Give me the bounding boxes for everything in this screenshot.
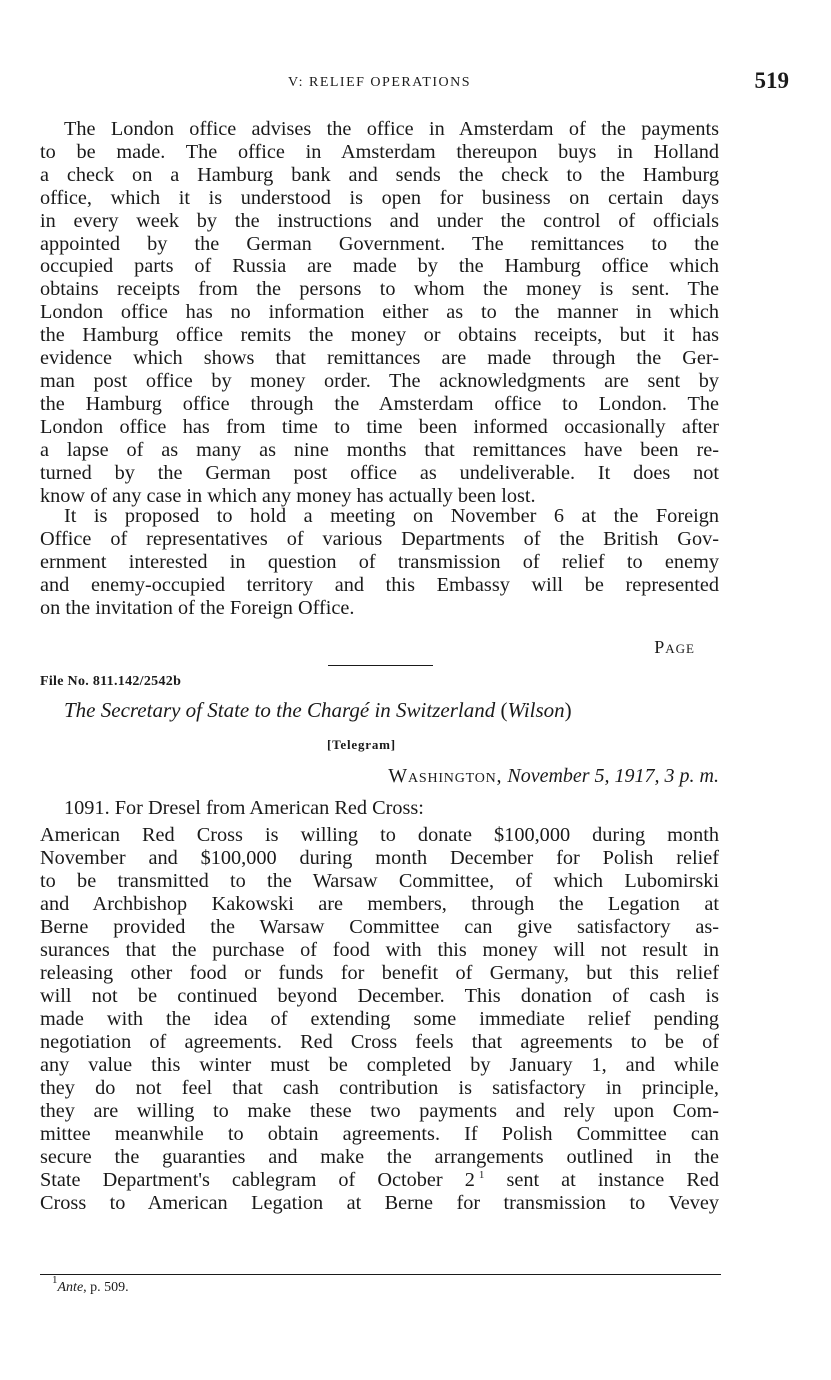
file-number: File No. 811.142/2542b: [40, 674, 182, 689]
document-title: [64, 698, 572, 723]
paragraph-red-cross-donation: [40, 824, 719, 1215]
dateline-place: Washington,: [388, 765, 503, 787]
text-line: turned by the German post office as undeliverable. It does not: [40, 461, 719, 484]
text-line: the Hamburg office through the Amsterdam office to London. The: [40, 392, 719, 415]
footnote-marker: 1: [52, 1274, 58, 1286]
text-line: Cross to American Legation at Berne for transmission to Vevey: [40, 1192, 719, 1214]
title-main: The Secretary of State to the Chargé in Switzerland: [64, 698, 496, 722]
text-line: surances that the purchase of food with this money will not result in: [40, 939, 719, 961]
text-line: appointed by the German Government. The remittances to the: [40, 232, 719, 255]
text-line: evidence which shows that remittances are made through the Ger-: [40, 347, 719, 370]
text-line: a lapse of as many as nine months that remittances have been re-: [40, 438, 719, 461]
text-line: a check on a Hamburg bank and sends the check to the Hamburg: [40, 163, 719, 186]
paragraph-meeting-proposal: [40, 505, 719, 620]
text-line: It is proposed to hold a meeting on November 6 at the Foreign: [64, 505, 719, 527]
text-line: London office has no information either as to the manner in which: [40, 301, 719, 324]
signature-page: Page: [654, 637, 695, 657]
footnote-page-ref: , p. 509.: [83, 1280, 129, 1295]
text-line: know of any case in which any money has actually been lost.: [40, 484, 536, 507]
text-line: will not be continued beyond December. This donation of cash is: [40, 985, 719, 1007]
section-separator: [328, 665, 433, 666]
text-segment: sent at instance Red: [506, 1169, 719, 1191]
text-line: man post office by money order. The acknowledgments are sent by: [40, 369, 719, 392]
text-line: American Red Cross is willing to donate $100,000 during month: [40, 824, 719, 846]
text-line: made with the idea of extending some immediate relief pending: [40, 1008, 719, 1030]
text-line-with-footnote: [40, 1169, 719, 1192]
title-paren-close: ): [564, 698, 572, 722]
text-line: The London office advises the office in Amsterdam of the payments: [64, 118, 719, 140]
text-line: negotiation of agreements. Red Cross feels that agreements to be of: [40, 1031, 719, 1053]
text-line: ernment interested in question of transmission of relief to enemy: [40, 550, 719, 573]
dateline: [388, 765, 719, 788]
text-line: and enemy-occupied territory and this Embassy will be represented: [40, 573, 719, 596]
footnote: [52, 1274, 129, 1296]
text-line: they do not feel that cash contribution is satisfactory in principle,: [40, 1077, 719, 1099]
footnote-reference[interactable]: 1: [478, 1169, 485, 1181]
footnote-source: Ante: [57, 1280, 84, 1295]
page-number: 519: [754, 68, 789, 93]
text-line: the Hamburg office remits the money or obtains receipts, but it has: [40, 324, 719, 347]
text-line: in every week by the instructions and under the control of officials: [40, 209, 719, 232]
title-recipient: Wilson: [507, 698, 565, 722]
text-line: obtains receipts from the persons to whom the money is sent. The: [40, 278, 719, 301]
title-paren-open: (: [500, 698, 508, 722]
text-line: secure the guaranties and make the arrangements outlined in the: [40, 1146, 719, 1168]
text-line: on the invitation of the Foreign Office.: [40, 596, 355, 619]
text-line: releasing other food or funds for benefit of Germany, but this relief: [40, 962, 719, 984]
text-line: they are willing to make these two payments and rely upon Com-: [40, 1100, 719, 1122]
message-heading: 1091. For Dresel from American Red Cross:: [64, 797, 424, 819]
text-line: November and $100,000 during month December for Polish relief: [40, 847, 719, 869]
text-line: occupied parts of Russia are made by the Hamburg office which: [40, 255, 719, 278]
text-line: to be made. The office in Amsterdam thereupon buys in Holland: [40, 140, 719, 163]
text-line: office, which it is understood is open for business on certain days: [40, 186, 719, 209]
text-line: any value this winter must be completed by January 1, and while: [40, 1054, 719, 1076]
text-line: to be transmitted to the Warsaw Committee, of which Lubomirski: [40, 870, 719, 892]
running-head: V: RELIEF OPERATIONS: [288, 75, 471, 90]
page-header: [40, 68, 789, 96]
text-line: Berne provided the Warsaw Committee can give satisfactory as-: [40, 916, 719, 938]
paragraph-london-office: [40, 118, 719, 507]
text-line: Office of representatives of various Departments of the British Gov-: [40, 527, 719, 550]
text-line: and Archbishop Kakowski are members, through the Legation at: [40, 893, 719, 915]
text-segment: State Department's cablegram of October 2: [40, 1169, 475, 1191]
telegram-label: [Telegram]: [327, 737, 396, 752]
text-line: London office has from time to time been informed occasionally after: [40, 415, 719, 438]
dateline-date: November 5, 1917, 3 p. m.: [507, 765, 719, 787]
text-line: mittee meanwhile to obtain agreements. If Polish Committee can: [40, 1123, 719, 1145]
footnote-rule: [40, 1274, 721, 1275]
